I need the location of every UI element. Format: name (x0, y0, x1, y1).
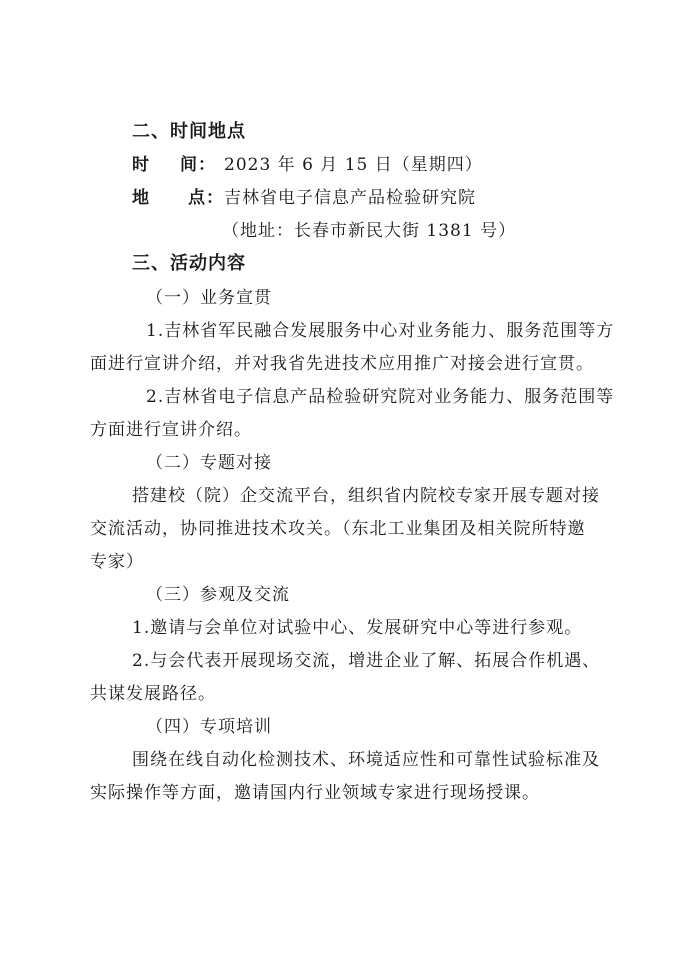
time-label-char1: 时 (132, 155, 150, 175)
place-label-char2: 点： (188, 188, 224, 208)
time-row (132, 154, 612, 176)
part1-item2-line2: 方面进行宣讲介绍。 (90, 420, 252, 440)
place-label-char1: 地 (132, 188, 150, 208)
part4-line1: 围绕在线自动化检测技术、环境适应性和可靠性试验标准及 (132, 750, 600, 770)
part2-line3: 专家） (90, 552, 144, 572)
time-value: 2023 年 6 月 15 日（星期四） (224, 155, 483, 175)
part1-item1-line1: 1.吉林省军民融合发展服务中心对业务能力、服务范围等方 (146, 321, 615, 341)
time-label-char2: 间： (180, 155, 216, 175)
place-value: 吉林省电子信息产品检验研究院 (224, 188, 476, 208)
part3-title: （三）参观及交流 (146, 585, 290, 605)
part2-title: （二）专题对接 (146, 453, 272, 473)
heading-time-place: 二、时间地点 (132, 121, 246, 142)
part1-item1-line2: 面进行宣讲介绍，并对我省先进技术应用推广对接会进行宣贯。 (90, 354, 594, 374)
part4-line2: 实际操作等方面，邀请国内行业领域专家进行现场授课。 (90, 783, 540, 803)
part3-item2-line2: 共谋发展路径。 (90, 684, 216, 704)
part4-title: （四）专项培训 (146, 717, 272, 737)
part2-line2: 交流活动，协同推进技术攻关。（东北工业集团及相关院所特邀 (90, 519, 586, 539)
part1-item2-line1: 2.吉林省电子信息产品检验研究院对业务能力、服务范围等 (146, 387, 615, 407)
part3-item2-line1: 2.与会代表开展现场交流，增进企业了解、拓展合作机遇、 (132, 651, 601, 671)
place-row (132, 187, 612, 209)
part1-title: （一）业务宣贯 (146, 288, 272, 308)
part2-line1: 搭建校（院）企交流平台，组织省内院校专家开展专题对接 (132, 486, 600, 506)
heading-activities: 三、活动内容 (132, 253, 246, 274)
part3-item1: 1.邀请与会单位对试验中心、发展研究中心等进行参观。 (132, 618, 583, 638)
address-line: （地址：长春市新民大街 1381 号） (222, 221, 517, 241)
